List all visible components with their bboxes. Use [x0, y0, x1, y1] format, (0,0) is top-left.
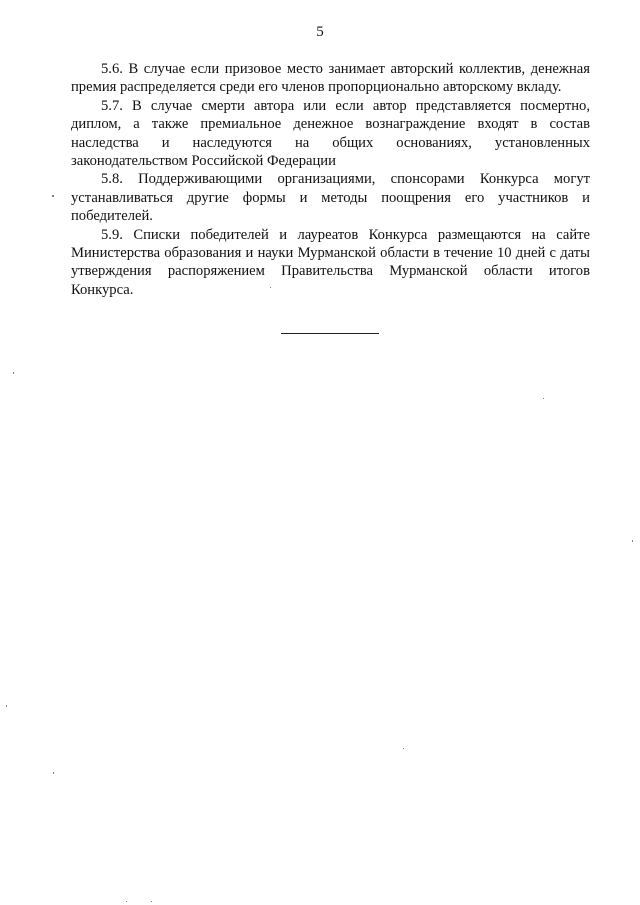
scan-speck: [543, 398, 544, 399]
scan-speck: [13, 372, 14, 374]
paragraph-5-8: 5.8. Поддерживающими организациями, спонсорами Конкурса могут устанавливаться другие формы и методы поощрения его участников и победителей.: [71, 171, 590, 225]
scan-speck: [270, 287, 271, 288]
paragraph-5-9: 5.9. Списки победителей и лауреатов Конкурса размещаются на сайте Министерства образования и науки Мурманской области в течение 10 дней с даты утверждения распоряжением Правительства Мурманской области итогов Конкурса.: [71, 226, 590, 298]
scan-speck: [151, 901, 152, 902]
scan-speck: [632, 540, 633, 542]
scan-speck: [403, 748, 404, 749]
scan-speck: [52, 195, 54, 197]
scan-speck: [53, 772, 54, 774]
section-divider: [281, 333, 379, 334]
document-body: [71, 60, 590, 299]
paragraph-5-7: 5.7. В случае смерти автора или если автор представляется посмертно, диплом, а также премиальное денежное вознаграждение входят в состав наследства и наследуются на общих основаниях, установленных законодательством Российской Федерации: [71, 97, 590, 170]
scan-speck: [126, 901, 127, 902]
scan-speck: [6, 705, 7, 707]
paragraph-5-6: 5.6. В случае если призовое место занимает авторский коллектив, денежная премия распределяется среди его членов пропорционально авторскому вкладу.: [71, 61, 590, 96]
page-number: 5: [316, 24, 324, 40]
